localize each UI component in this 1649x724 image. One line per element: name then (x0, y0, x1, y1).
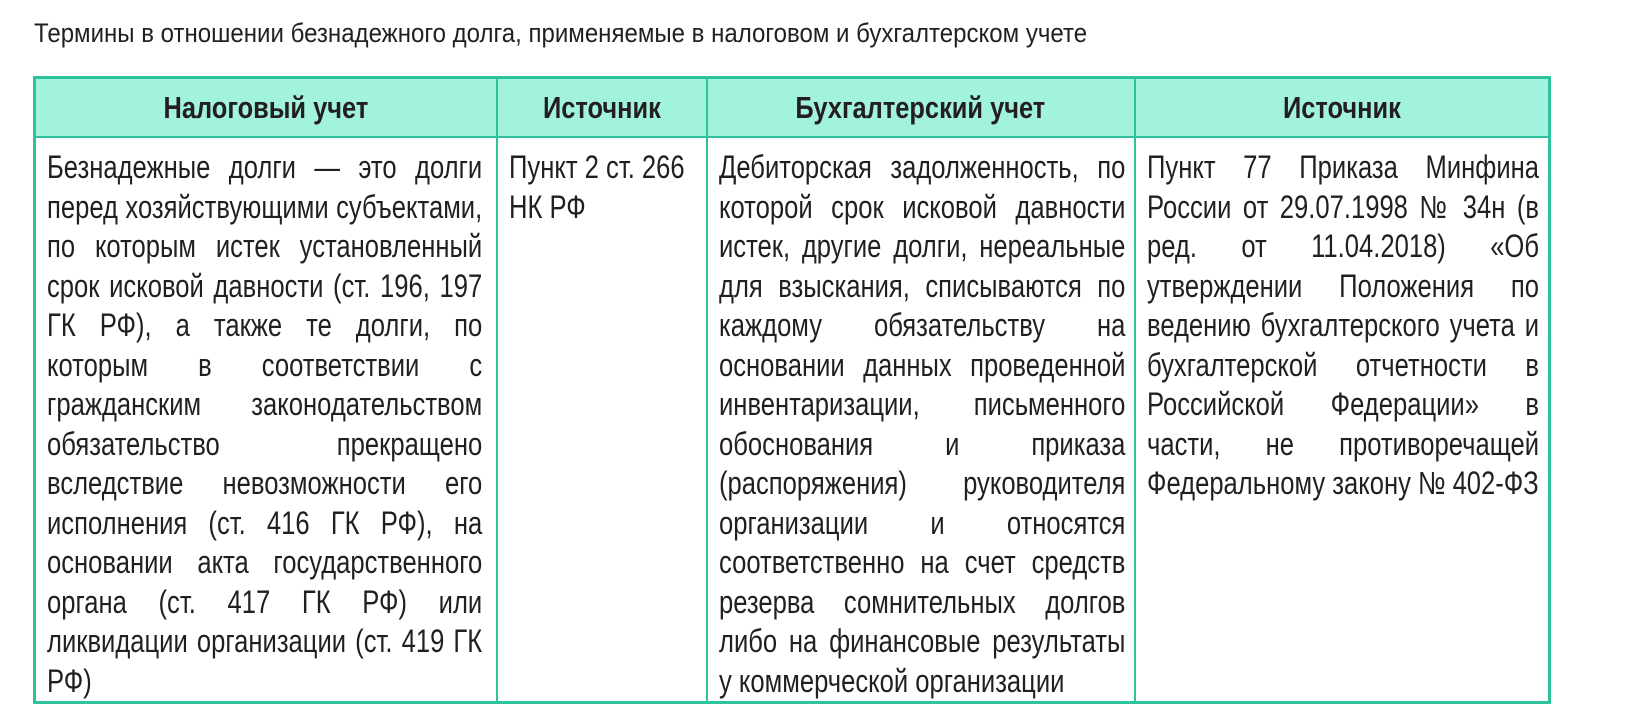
cell-bookkeeping-definition-text: Дебиторская задолженность, по которой срок исковой давности истек, другие долги, нереальные для взыскания, списываются по каждому обязательству на основании данных проведенной инвентаризации, письменного обоснования и приказа (распоряжения) руководителя организации и относятся соответственно на счет средств резерва сомнительных долгов либо на финансовые результаты у коммерческой организации (718, 149, 1125, 699)
header-bookkeeping-source (1135, 78, 1550, 138)
header-tax-accounting-label: Налоговый учет (163, 89, 369, 125)
cell-bookkeeping-source-text: Пункт 77 Приказа Минфина России от 29.07.1998 № 34н (в ред. от 11.04.2018) «Об утверждении Положения по ведению бухгалтерского учета и бухгалтерской отчетности в Российской Федерации» в части, не противоречащей Федеральному закону № 402-ФЗ (1146, 149, 1539, 501)
table-header-row (35, 78, 1550, 138)
bad-debt-terms-table (33, 76, 1551, 704)
cell-tax-definition (35, 137, 497, 703)
header-tax-accounting (35, 78, 497, 138)
cell-tax-source (497, 137, 707, 703)
table-row (35, 137, 1550, 703)
header-bookkeeping-label: Бухгалтерский учет (795, 89, 1046, 125)
cell-bookkeeping-source (1135, 137, 1550, 703)
header-tax-source (497, 78, 707, 138)
cell-bookkeeping-definition (707, 137, 1135, 703)
header-tax-source-label: Источник (542, 89, 661, 125)
table-caption: Термины в отношении безнадежного долга, применяемые в налоговом и бухгалтерском учете (34, 18, 1088, 48)
header-bookkeeping (707, 78, 1135, 138)
cell-tax-source-text: Пункт 2 ст. 266 НК РФ (508, 149, 685, 225)
cell-tax-definition-text: Безнадежные долги — это долги перед хозяйствующими субъектами, по которым истек установленный срок исковой давности (ст. 196, 197 ГК РФ), а также те долги, по которым в соответствии с гражданским законодательством обязательство прекращено вследствие невозможности его исполнения (ст. 416 ГК РФ), на основании акта государственного органа (ст. 417 ГК РФ) или ликвидации организации (ст. 419 ГК РФ) (47, 149, 483, 699)
header-bookkeeping-source-label: Источник (1282, 89, 1401, 125)
